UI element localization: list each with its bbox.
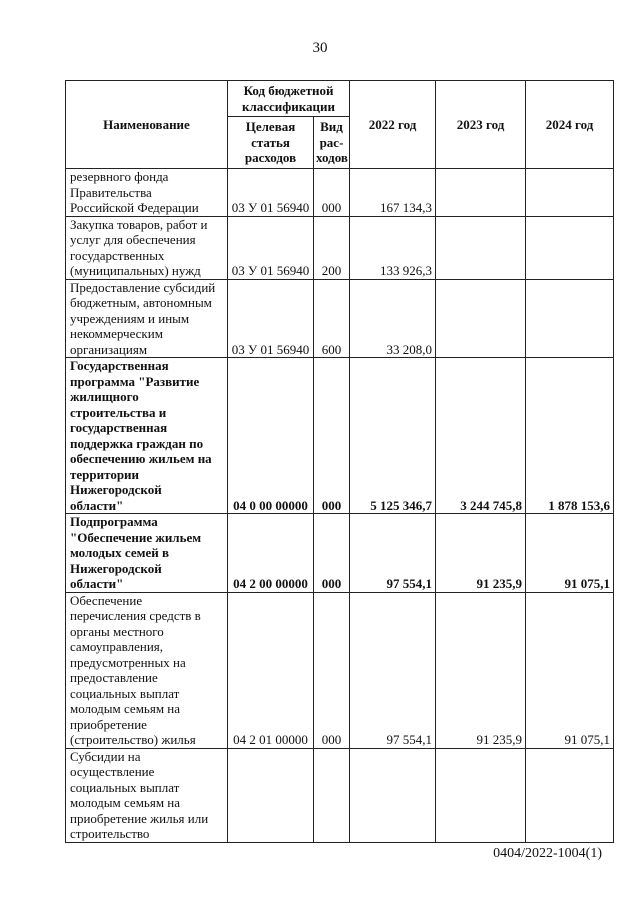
row-2023: [436, 279, 526, 358]
row-2022: 167 134,3: [350, 169, 436, 217]
row-2023: [436, 169, 526, 217]
row-name: резервного фонда Правительства Российской Федерации: [66, 169, 228, 217]
row-target: 04 2 01 00000: [228, 592, 314, 748]
row-name: Обеспечение перечисления средств в органы местного самоуправления, предусмотренных на предоставление социальных выплат молодым семьям на приобретение (строительство) жилья: [66, 592, 228, 748]
header-code-group: Код бюджетной классификации: [228, 81, 350, 117]
row-type: 600: [314, 279, 350, 358]
row-2022: 97 554,1: [350, 592, 436, 748]
row-type: [314, 748, 350, 842]
row-type: 000: [314, 514, 350, 593]
header-expense-type: Вид рас- ходов: [314, 117, 350, 169]
header-2024: 2024 год: [526, 81, 614, 169]
row-target: 04 0 00 00000: [228, 358, 314, 514]
row-name: Подпрограмма "Обеспечение жильем молодых семей в Нижегородской области": [66, 514, 228, 593]
row-2024: 1 878 153,6: [526, 358, 614, 514]
table-row: [66, 279, 614, 358]
row-2023: 3 244 745,8: [436, 358, 526, 514]
row-2022: [350, 748, 436, 842]
table-row: [66, 358, 614, 514]
row-name: Закупка товаров, работ и услуг для обеспечения государственных (муниципальных) нужд: [66, 216, 228, 279]
row-2022: 5 125 346,7: [350, 358, 436, 514]
budget-table: [65, 80, 614, 843]
document-code: 0404/2022-1004(1): [493, 846, 602, 861]
header-2023: 2023 год: [436, 81, 526, 169]
row-2023: [436, 216, 526, 279]
table-row: [66, 592, 614, 748]
row-target: 03 У 01 56940: [228, 169, 314, 217]
row-target: 03 У 01 56940: [228, 216, 314, 279]
row-2023: [436, 748, 526, 842]
row-2022: 133 926,3: [350, 216, 436, 279]
row-target: [228, 748, 314, 842]
row-type: 000: [314, 169, 350, 217]
row-2022: 97 554,1: [350, 514, 436, 593]
table-row: [66, 169, 614, 217]
row-name: Субсидии на осуществление социальных выплат молодым семьям на приобретение жилья или строительство: [66, 748, 228, 842]
row-name: Предоставление субсидий бюджетным, автономным учреждениям и иным некоммерческим организациям: [66, 279, 228, 358]
page-number: 30: [312, 40, 328, 56]
row-target: 03 У 01 56940: [228, 279, 314, 358]
row-type: 200: [314, 216, 350, 279]
row-2022: 33 208,0: [350, 279, 436, 358]
row-2024: [526, 216, 614, 279]
row-type: 000: [314, 358, 350, 514]
header-target-article: Целевая статья расходов: [228, 117, 314, 169]
row-name: Государственная программа "Развитие жилищного строительства и государственная поддержка граждан по обеспечению жильем на территории Нижегородской области": [66, 358, 228, 514]
row-2023: 91 235,9: [436, 514, 526, 593]
row-2024: [526, 748, 614, 842]
header-2022: 2022 год: [350, 81, 436, 169]
table-row: [66, 748, 614, 842]
row-2024: 91 075,1: [526, 592, 614, 748]
row-2024: [526, 169, 614, 217]
header-name: Наименование: [66, 81, 228, 169]
row-2023: 91 235,9: [436, 592, 526, 748]
row-2024: [526, 279, 614, 358]
table-row: [66, 514, 614, 593]
row-target: 04 2 00 00000: [228, 514, 314, 593]
row-type: 000: [314, 592, 350, 748]
table-row: [66, 216, 614, 279]
row-2024: 91 075,1: [526, 514, 614, 593]
